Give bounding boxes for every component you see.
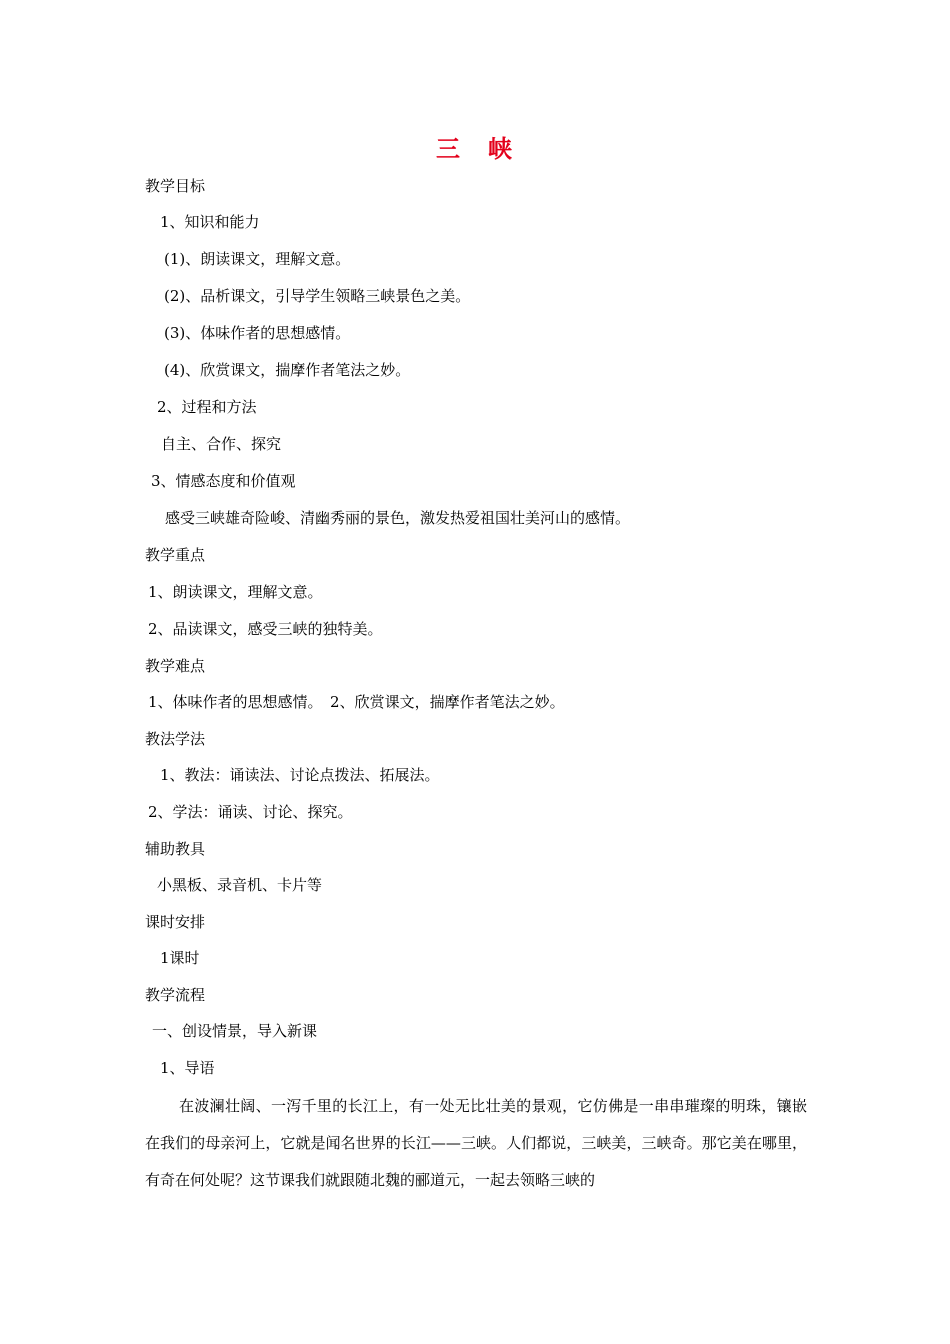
knowledge-heading: 1、知识和能力 (160, 213, 260, 231)
process-text: 自主、合作、探究 (161, 435, 282, 453)
intro-paragraph: 在波澜壮阔、一泻千里的长江上，有一处无比壮美的景观，它仿佛是一串串璀璨的明珠，镶嵌在我们的母亲河上，它就是闻名世界的长江——三峡。人们都说，三峡美，三峡奇。那它美在哪里，有奇在何处呢？这节课我们就跟随北魏的郦道元，一起去领略三峡的 (145, 1097, 807, 1189)
aids-heading: 辅助教具 (145, 840, 206, 858)
knowledge-item: (1)、朗读课文，理解文意。 (164, 250, 351, 268)
page-title: 三 峡 (436, 134, 514, 163)
method-item: 2、学法：诵读、讨论、探究。 (148, 803, 353, 821)
difficulties-heading: 教学难点 (145, 657, 206, 675)
key-point-item: 1、朗读课文，理解文意。 (148, 583, 323, 601)
aids-text: 小黑板、录音机、卡片等 (157, 876, 323, 894)
knowledge-item: (4)、欣赏课文，揣摩作者笔法之妙。 (164, 361, 411, 379)
knowledge-item: (2)、品析课文，引导学生领略三峡景色之美。 (164, 287, 471, 305)
schedule-text: 1课时 (160, 949, 200, 967)
difficulties-text: 1、体味作者的思想感情。 2、欣赏课文，揣摩作者笔法之妙。 (148, 693, 565, 711)
knowledge-item: (3)、体味作者的思想感情。 (164, 324, 351, 342)
emotion-text: 感受三峡雄奇险峻、清幽秀丽的景色，激发热爱祖国壮美河山的感情。 (165, 509, 631, 527)
flow-sub-1: 1、导语 (160, 1059, 215, 1077)
objectives-heading: 教学目标 (145, 177, 206, 195)
flow-step-1: 一、创设情景，导入新课 (152, 1022, 318, 1040)
key-points-heading: 教学重点 (145, 546, 206, 564)
emotion-heading: 3、情感态度和价值观 (151, 472, 296, 490)
method-item: 1、教法：诵读法、讨论点拨法、拓展法。 (160, 766, 440, 784)
methods-heading: 教法学法 (145, 730, 206, 748)
key-point-item: 2、品读课文，感受三峡的独特美。 (148, 620, 383, 638)
flow-heading: 教学流程 (145, 986, 206, 1004)
schedule-heading: 课时安排 (145, 913, 206, 931)
process-heading: 2、过程和方法 (157, 398, 257, 416)
